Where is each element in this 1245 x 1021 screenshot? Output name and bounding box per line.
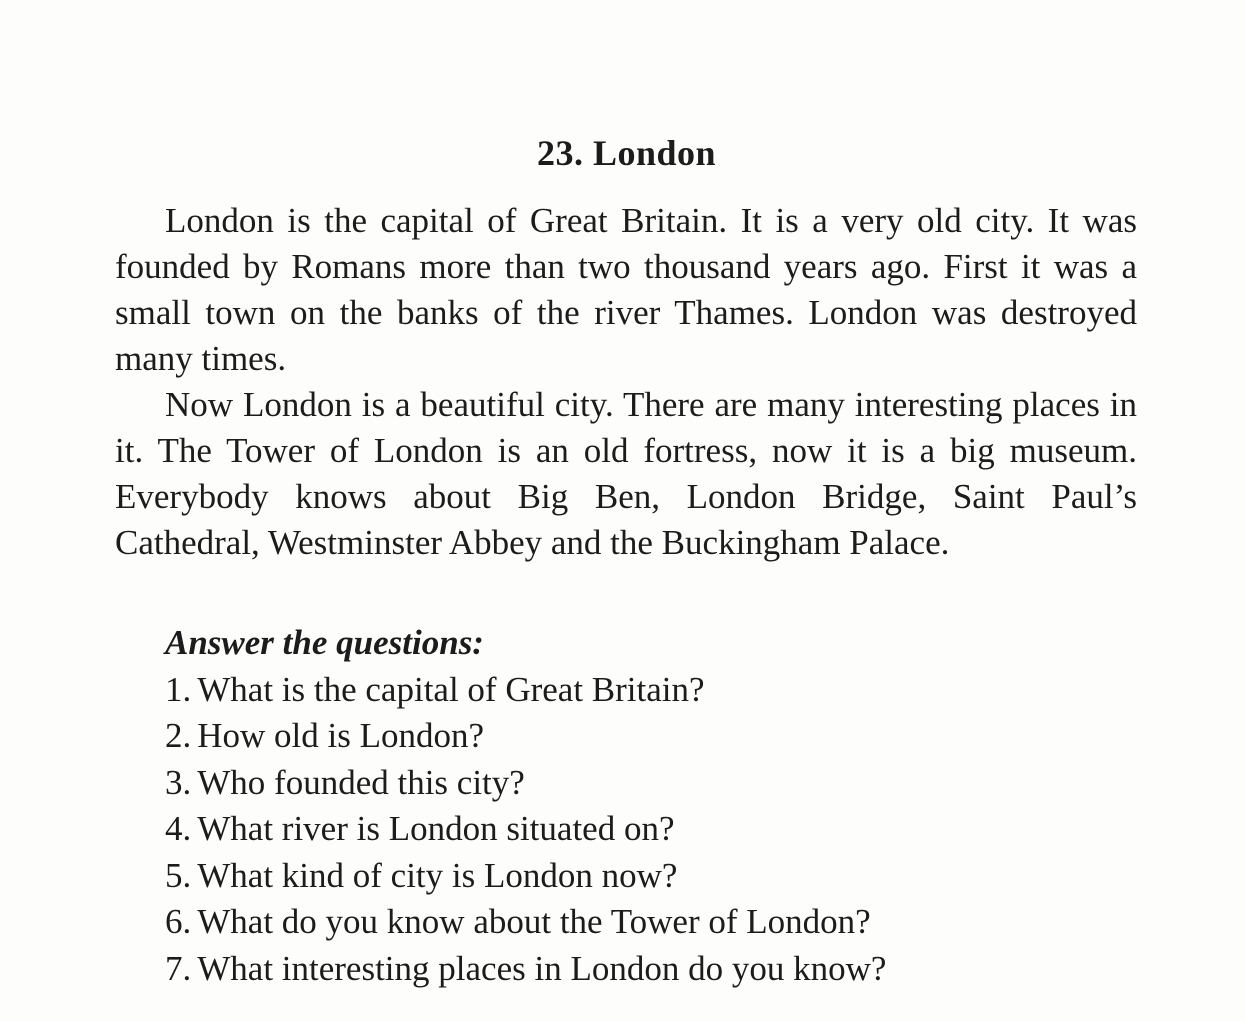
question-item bbox=[165, 667, 886, 714]
page-title: 23. London bbox=[536, 133, 717, 174]
questions-section bbox=[165, 620, 886, 992]
reading-text bbox=[115, 198, 1137, 566]
question-number: 5. bbox=[165, 855, 192, 895]
question-text: How old is London? bbox=[197, 716, 485, 755]
question-item bbox=[165, 853, 886, 900]
question-number: 7. bbox=[165, 948, 192, 988]
question-number: 3. bbox=[165, 762, 192, 802]
question-text: What do you know about the Tower of London? bbox=[197, 902, 871, 941]
question-item bbox=[165, 899, 886, 946]
question-number: 1. bbox=[165, 669, 192, 709]
question-item bbox=[165, 760, 886, 807]
questions-heading: Answer the questions: bbox=[165, 623, 484, 662]
question-text: What interesting places in London do you know? bbox=[197, 948, 887, 988]
question-number: 6. bbox=[165, 902, 192, 941]
question-text: What kind of city is London now? bbox=[197, 855, 678, 895]
question-item bbox=[165, 806, 886, 853]
paragraph: Now London is a beautiful city. There are many interesting places in it. The Tower of London is an old fortress, now it is a big museum. Everybody knows about Big Ben, London Bridge, Saint Paul’s Cathedral, Westminster Abbey and the Buckingham Palace. bbox=[115, 385, 1137, 562]
question-number: 2. bbox=[165, 716, 192, 755]
paragraph: London is the capital of Great Britain. It is a very old city. It was founded by Romans more than two thousand years ago. First it was a small town on the banks of the river Thames. London was destroyed many times. bbox=[115, 201, 1137, 378]
question-text: What is the capital of Great Britain? bbox=[197, 669, 705, 709]
question-text: Who founded this city? bbox=[197, 762, 525, 802]
question-number: 4. bbox=[165, 809, 192, 848]
question-item bbox=[165, 713, 886, 760]
question-item bbox=[165, 946, 886, 993]
question-text: What river is London situated on? bbox=[197, 809, 675, 848]
questions-list bbox=[165, 667, 886, 993]
